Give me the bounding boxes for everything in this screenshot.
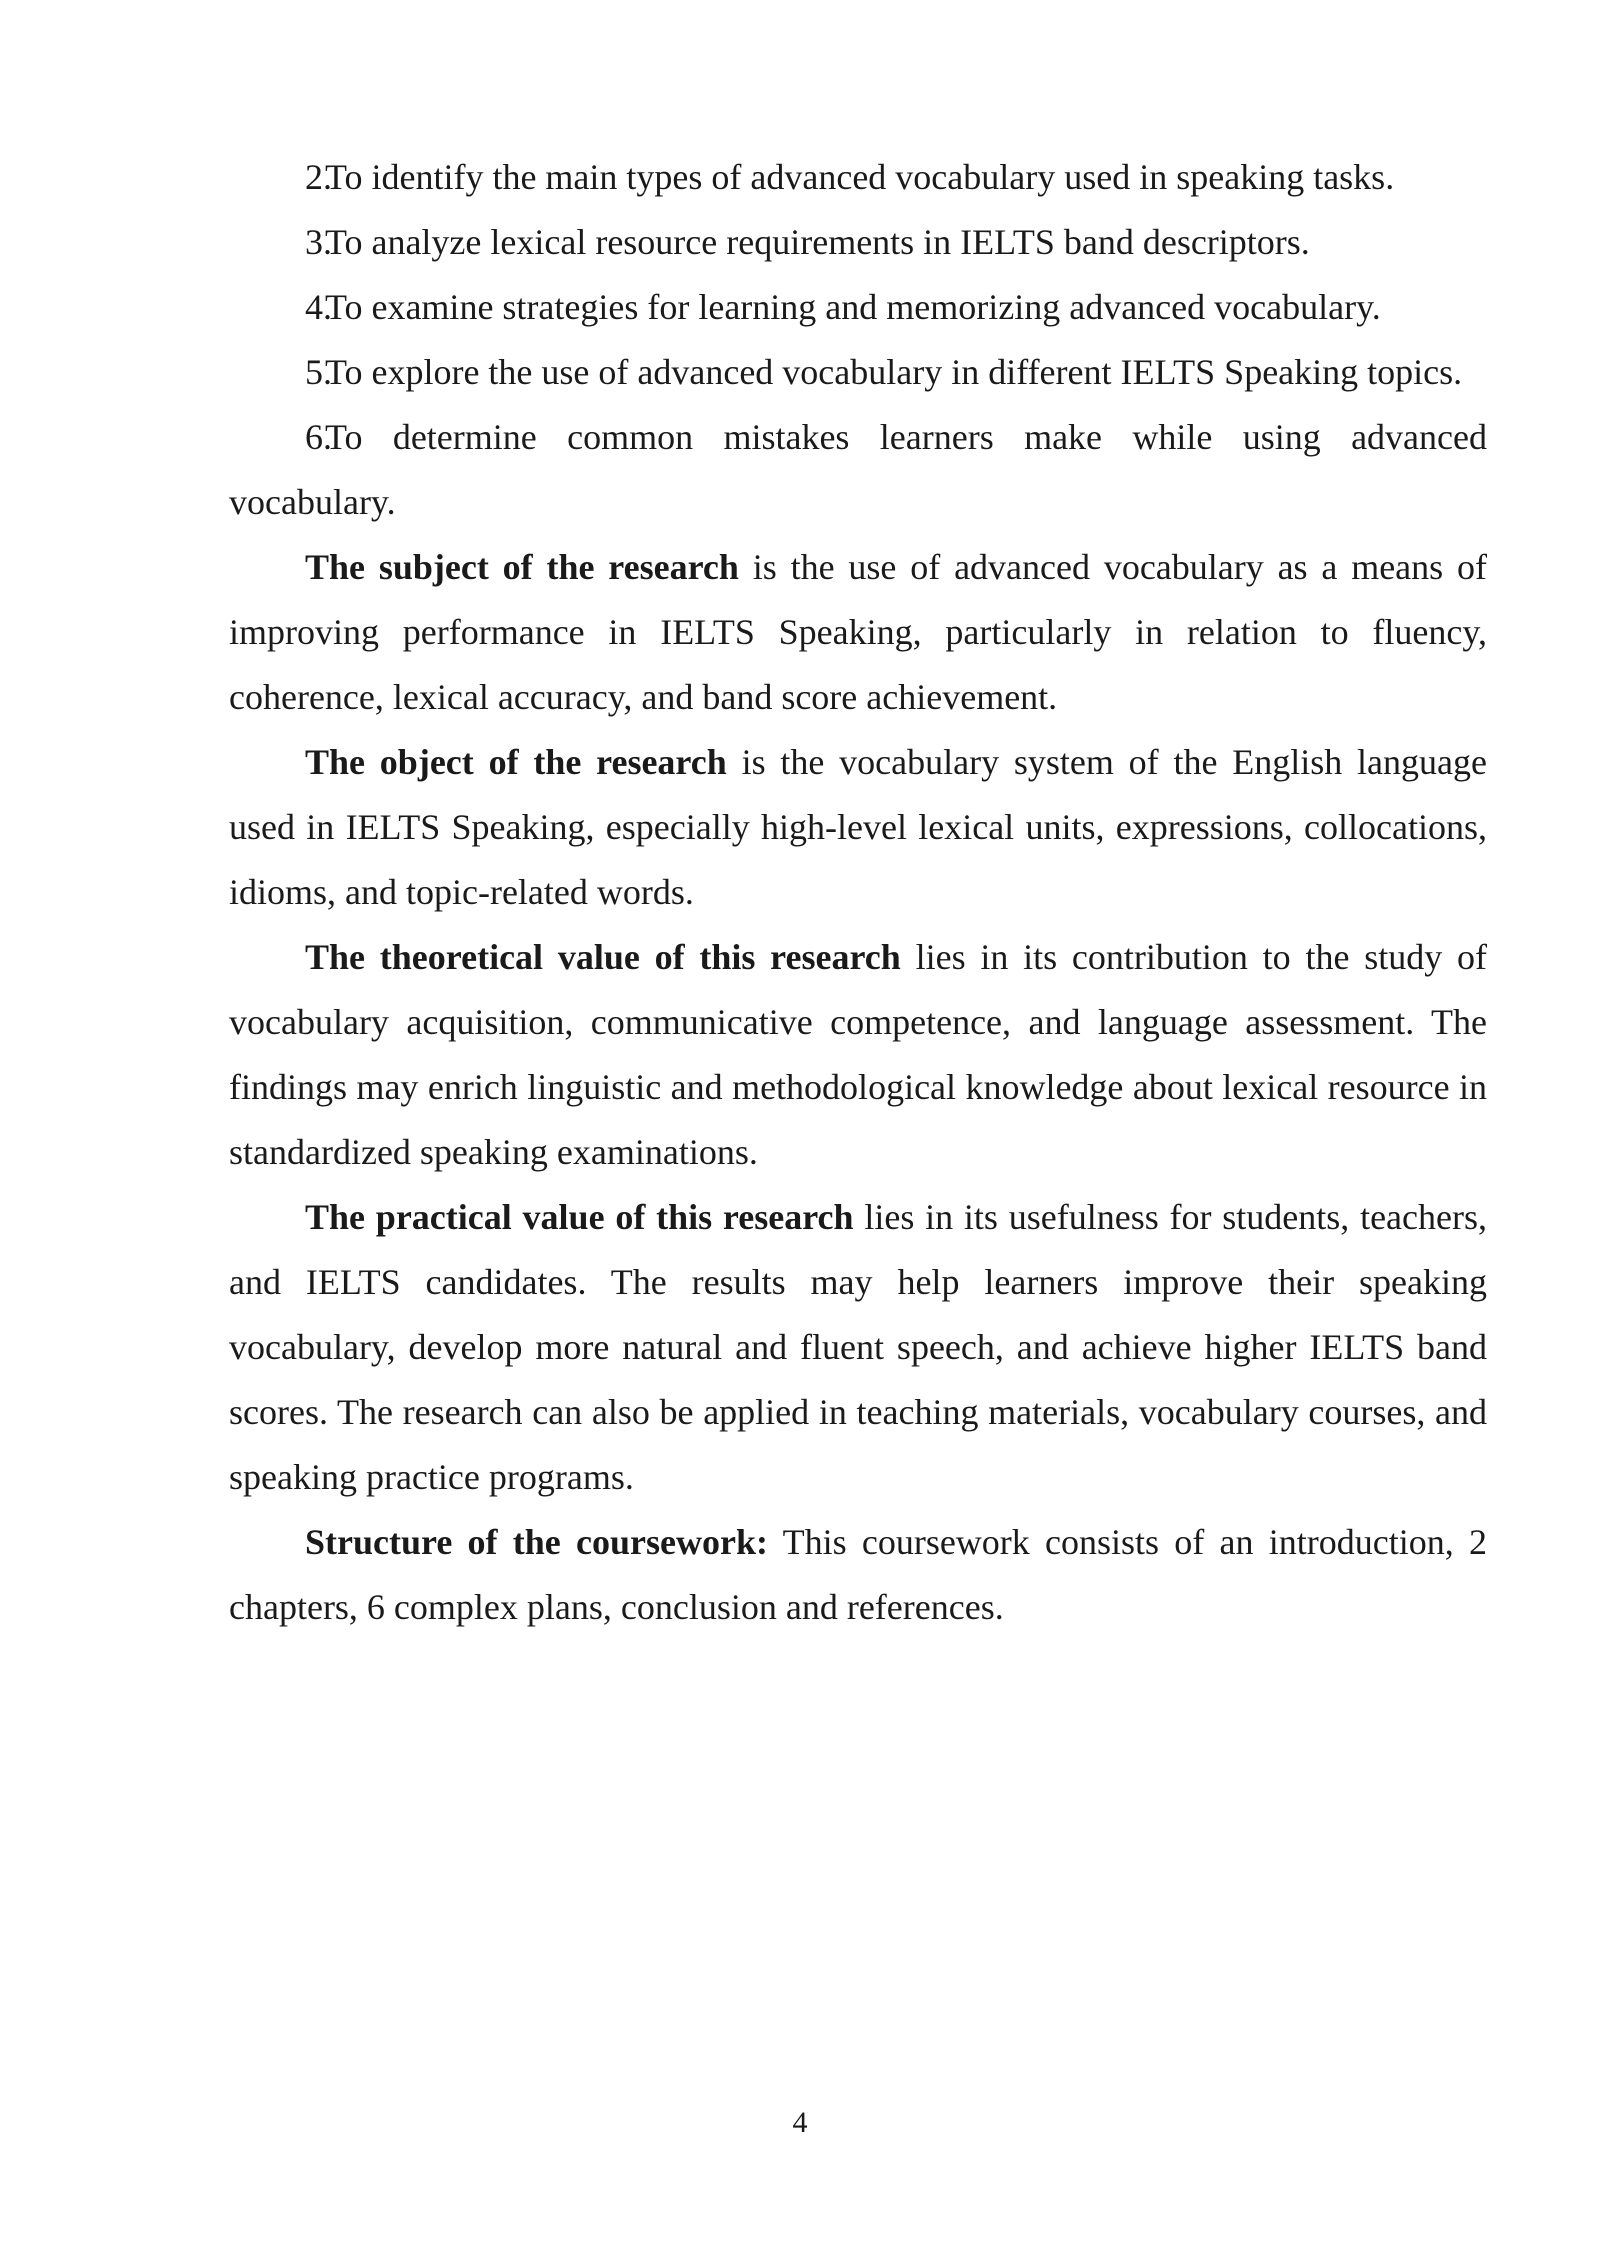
list-text: To determine common mistakes learners make while using advanced vocabulary. (229, 417, 1487, 522)
list-item (229, 340, 1487, 405)
list-number: 6. (305, 417, 332, 457)
list-item (229, 405, 1487, 535)
paragraph-body: This coursework consists of an introduction, 2 chapters, 6 complex plans, conclusion and references. (229, 1522, 1488, 1627)
paragraph-heading: The theoretical value of this research (305, 937, 901, 977)
list-item (229, 145, 1487, 210)
object-paragraph (229, 730, 1487, 925)
list-number: 4. (305, 287, 332, 327)
paragraph-body: is the vocabulary system of the English language used in IELTS Speaking, especially high-level lexical units, expressions, collocations, idioms, and topic-related words. (229, 742, 1487, 912)
paragraph-heading: The practical value of this research (305, 1197, 854, 1237)
paragraph-heading: The subject of the research (305, 547, 739, 587)
list-item (229, 275, 1487, 340)
list-text: To identify the main types of advanced vocabulary used in speaking tasks. (325, 157, 1395, 197)
paragraph-body: is the use of advanced vocabulary as a means of improving performance in IELTS Speaking, particularly in relation to fluency, coherence, lexical accuracy, and band score achievement. (229, 547, 1487, 717)
list-text: To examine strategies for learning and memorizing advanced vocabulary. (325, 287, 1381, 327)
page-number: 4 (792, 2106, 808, 2139)
list-text: To analyze lexical resource requirements in IELTS band descriptors. (325, 222, 1310, 262)
list-item (229, 210, 1487, 275)
paragraph-heading: Structure of the coursework: (305, 1522, 768, 1562)
paragraph-heading: The object of the research (305, 742, 727, 782)
list-number: 2. (305, 157, 332, 197)
structure-paragraph (229, 1510, 1487, 1640)
subject-paragraph (229, 535, 1487, 730)
paragraph-body: lies in its usefulness for students, teachers, and IELTS candidates. The results may help learners improve their speaking vocabulary, develop more natural and fluent speech, and achieve higher IELTS band scores. The research can also be applied in teaching materials, vocabulary courses, and speaking practice programs. (229, 1197, 1487, 1497)
paragraph-body: lies in its contribution to the study of vocabulary acquisition, communicative competence, and language assessment. The findings may enrich linguistic and methodological knowledge about lexical resource in standardized speaking examinations. (229, 937, 1487, 1172)
objectives-list (229, 145, 1487, 535)
practical-value-paragraph (229, 1185, 1487, 1510)
theoretical-value-paragraph (229, 925, 1487, 1185)
list-number: 5. (305, 352, 332, 392)
page-content (229, 145, 1487, 1640)
list-number: 3. (305, 222, 332, 262)
list-text: To explore the use of advanced vocabulary in different IELTS Speaking topics. (325, 352, 1463, 392)
